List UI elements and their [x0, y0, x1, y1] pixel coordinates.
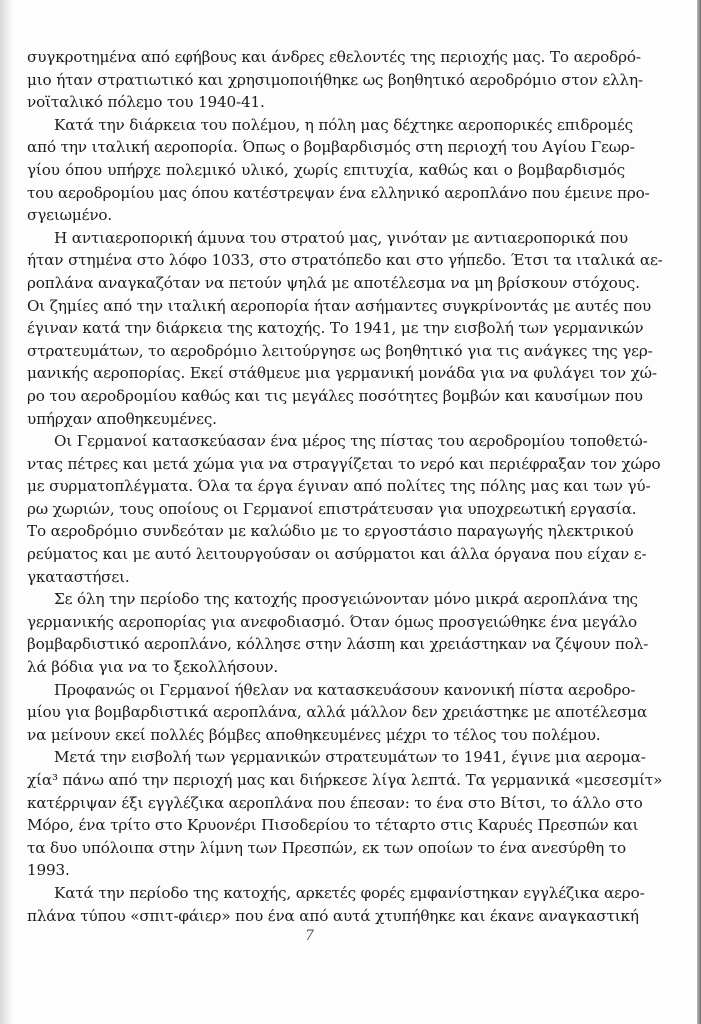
text-line: ντας πέτρες και μετά χώμα για να στραγγίζεται το νερό και περιέφραξαν τον χώρο [27, 454, 661, 473]
text-line: Προφανώς οι Γερμανοί ήθελαν να κατασκευάσουν κανονική πίστα αεροδρο- [54, 680, 636, 699]
text-line: σγειωμένο. [27, 206, 113, 225]
text-line: ρο του αεροδρομίου καθώς και τις μεγάλες ποσότητες βομβών και καυσίμων που [27, 386, 643, 405]
text-line: από την ιταλική αεροπορία. Όπως ο βομβαρδισμός στη περιοχή του Αγίου Γεωρ- [27, 138, 635, 157]
text-line: νοϊταλικό πόλεμο του 1940-41. [27, 93, 265, 112]
text-line: Σε όλη την περίοδο της κατοχής προσγειώνονταν μόνο μικρά αεροπλάνα της [54, 590, 638, 609]
scan-left-shadow [0, 0, 14, 1024]
text-line: Οι Γερμανοί κατασκεύασαν ένα μέρος της πίστας του αεροδρομίου τοποθετώ- [54, 432, 648, 451]
text-line: Οι ζημίες από την ιταλική αεροπορία ήταν ασήμαντες συγκρίνοντάς με αυτές που [27, 296, 652, 315]
text-line: μιο ήταν στρατιωτικό και χρησιμοποιήθηκε ως βοηθητικό αεροδρόμιο στον ελλη- [27, 70, 643, 89]
text-line: του αεροδρομίου μας όπου κατέστρεψαν ένα ελληνικό αεροπλάνο που έμεινε προ- [27, 183, 650, 202]
text-line: ρω χωριών, τους οποίους οι Γερμανοί επιστράτευσαν για υποχρεωτική εργασία. [27, 499, 637, 518]
text-line: με συρματοπλέγματα. Όλα τα έργα έγιναν από πολίτες της πόλης μας και των γύ- [27, 477, 651, 496]
text-line: στρατευμάτων, το αεροδρόμιο λειτούργησε ως βοηθητικό για τις ανάγκες της γερ- [27, 341, 653, 360]
text-line: Μόρο, ένα τρίτο στο Κρυονέρι Πισοδερίου το τέταρτο στις Καρυές Πρεσπών και [27, 816, 639, 835]
scan-right-edge [697, 0, 701, 1024]
page-body-text [27, 46, 663, 927]
text-line: μανικής αεροπορίας. Εκεί στάθμευε μια γερμανική μονάδα για να φυλάγει τον χώ- [27, 364, 657, 383]
text-line: έγιναν κατά την διάρκεια της κατοχής. Το 1941, με την εισβολή των γερμανικών [27, 319, 644, 338]
text-line: υπήρχαν αποθηκευμένες. [27, 409, 217, 428]
text-line: βομβαρδιστικό αεροπλάνο, κόλλησε στην λάσπη και χρειάστηκαν να ζέψουν πολ- [27, 635, 649, 654]
text-line: ήταν στημένα στο λόφο 1033, στο στρατόπεδο και στο γήπεδο. Έτσι τα ιταλικά αε- [27, 251, 663, 270]
text-line: χία³ πάνω από την περιοχή μας και διήρκεσε λίγα λεπτά. Τα γερμανικά «μεσεσμίτ» [27, 771, 663, 789]
text-line: ροπλάνα αναγκαζόταν να πετούν ψηλά με αποτέλεσμα να μη βρίσκουν στόχους. [27, 273, 640, 292]
page-number: 7 [305, 928, 314, 944]
text-line: Το αεροδρόμιο συνδεόταν με καλώδιο με το εργοστάσιο παραγωγής ηλεκτρικού [27, 522, 634, 541]
text-line: λά βόδια για να το ξεκολλήσουν. [27, 658, 278, 677]
text-line: γκαταστήσει. [27, 567, 130, 586]
text-line: γερμανικής αεροπορίας για ανεφοδιασμό. Όταν όμως προσγειώθηκε ένα μεγάλο [27, 612, 638, 631]
text-line: συγκροτημένα από εφήβους και άνδρες εθελοντές της περιοχής μας. Το αεροδρό- [27, 48, 641, 66]
text-line: μίου για βομβαρδιστικά αεροπλάνα, αλλά μάλλον δεν χρειάστηκε με αποτέλεσμα [27, 703, 648, 722]
text-line: Η αντιαεροπορική άμυνα του στρατού μας, γινόταν με αντιαεροπορικά που [54, 228, 628, 247]
text-line: Κατά την περίοδο της κατοχής, αρκετές φορές εμφανίστηκαν εγγλέζικα αερο- [54, 883, 645, 902]
text-line: κατέρριψαν έξι εγγλέζικα αεροπλάνα που έπεσαν: το ένα στο Βίτσι, το άλλο στο [27, 793, 643, 812]
text-line: να μείνουν εκεί πολλές βόμβες αποθηκευμένες μέχρι το τέλος του πολέμου. [27, 725, 601, 744]
text-line: ρεύματος και με αυτό λειτουργούσαν οι ασύρματοι και άλλα όργανα που είχαν ε- [27, 545, 647, 564]
text-line: τα δυο υπόλοιπα στην λίμνη των Πρεσπών, εκ των οποίων το ένα ανεσύρθη το [27, 838, 626, 857]
text-line: Κατά την διάρκεια του πολέμου, η πόλη μας δέχτηκε αεροπορικές επιδρομές [54, 115, 633, 134]
text-line: πλάνα τύπου «σπιτ-φάιερ» που ένα από αυτά χτυπήθηκε και έκανε αναγκαστική [27, 906, 639, 925]
text-line: Μετά την εισβολή των γερμανικών στρατευμάτων το 1941, έγινε μια αερομα- [54, 748, 646, 767]
text-line: γίου όπου υπήρχε πολεμικό υλικό, χωρίς επιτυχία, καθώς και ο βομβαρδισμός [27, 160, 625, 179]
text-line: 1993. [27, 861, 70, 880]
